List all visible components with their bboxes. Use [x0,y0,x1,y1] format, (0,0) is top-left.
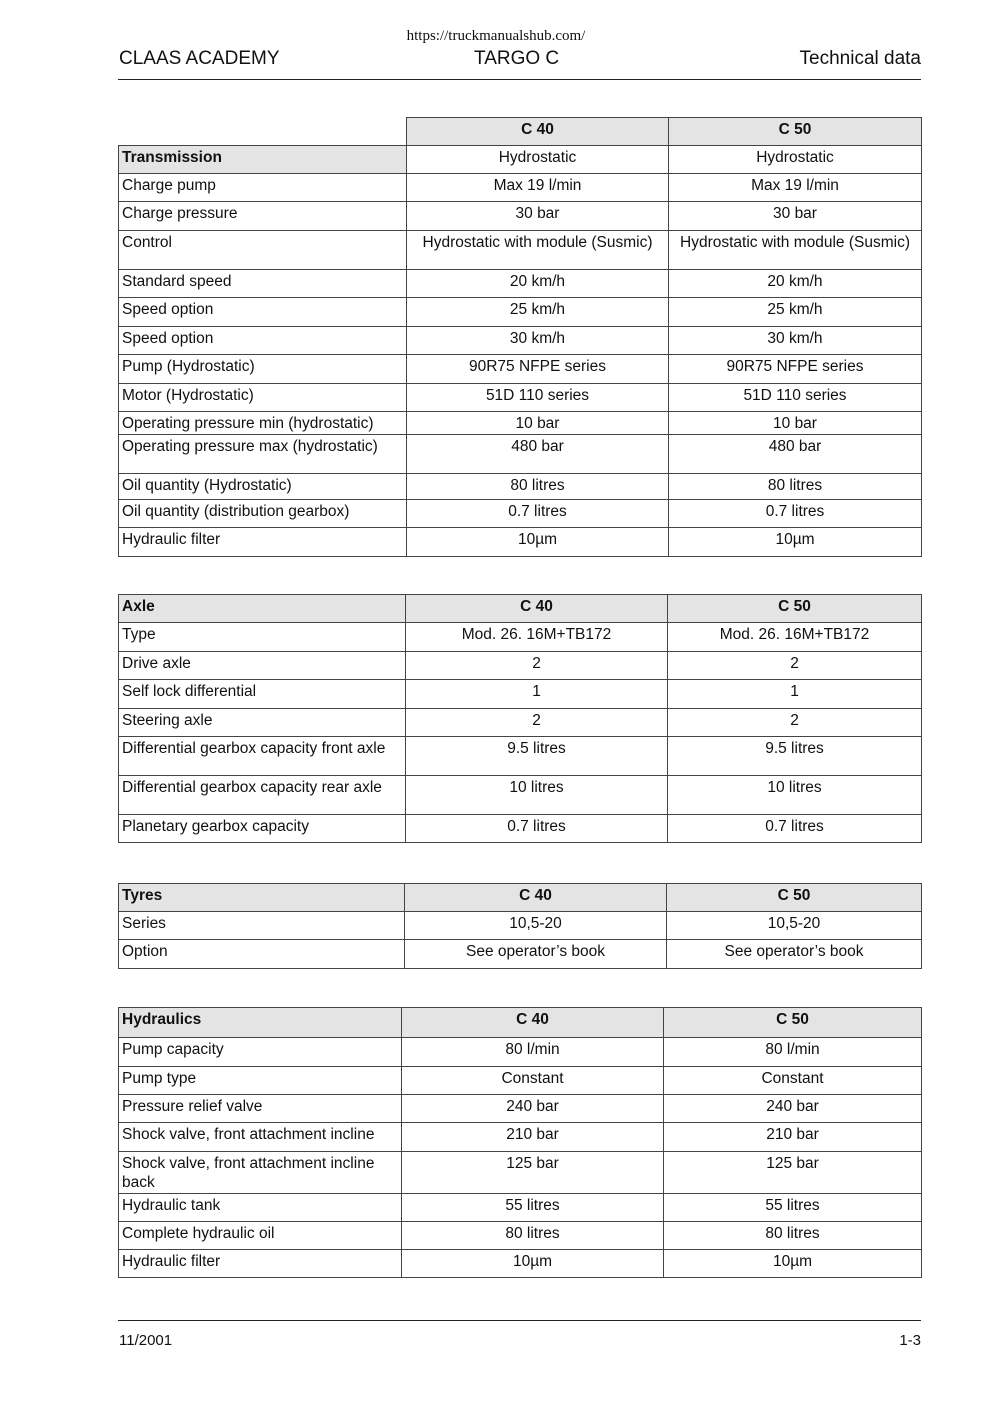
c40-value: 10 litres [406,776,668,815]
spec-label: Pump type [119,1067,402,1095]
section-title: Hydraulics [119,1008,402,1038]
table-row [119,355,922,384]
table-row [119,500,922,528]
table-row [119,912,922,940]
c40-value: 30 km/h [407,327,669,355]
table-row [119,680,922,709]
source-url[interactable]: https://truckmanualshub.com/ [406,28,586,44]
table-row [119,1152,922,1194]
table-row [119,1222,922,1250]
c50-value: 51D 110 series [669,384,922,412]
c50-value: 10,5-20 [667,912,922,940]
footer-rule [118,1320,921,1321]
table-row [119,528,922,557]
model-header: C 50 [664,1008,922,1038]
model-header: C 50 [668,595,922,623]
table-row [119,327,922,355]
hydraulics-table [118,1007,922,1278]
spec-label: Hydraulic filter [119,1250,402,1278]
c40-value: 1 [406,680,668,709]
spec-label: Charge pressure [119,202,407,231]
section-title: Tyres [119,884,405,912]
c50-value: 0.7 litres [669,500,922,528]
spec-label: Motor (Hydrostatic) [119,384,407,412]
c50-value: 30 bar [669,202,922,231]
c40-value: 0.7 litres [406,815,668,843]
c50-value: 2 [668,709,922,737]
c40-value: 480 bar [407,435,669,474]
model-header: C 50 [669,118,922,146]
c40-value: 20 km/h [407,270,669,298]
c50-value: 80 litres [664,1222,922,1250]
c40-value: 125 bar [402,1152,664,1194]
c40-value: 80 litres [402,1222,664,1250]
header-blank-cell [119,118,407,146]
spec-label: Shock valve, front attachment incline [119,1123,402,1152]
c50-value: Hydrostatic [669,146,922,174]
c50-value: Constant [664,1067,922,1095]
c50-value: 30 km/h [669,327,922,355]
table-row [119,412,922,435]
table-row [119,1095,922,1123]
spec-label: Speed option [119,327,407,355]
tyres-table [118,883,922,969]
table-row [119,940,922,969]
c50-value: 1 [668,680,922,709]
c40-value: 80 litres [407,474,669,500]
c50-value: 0.7 litres [668,815,922,843]
spec-label: Drive axle [119,652,406,680]
table-row [119,435,922,474]
hydraulics-header-row [119,1008,922,1038]
c50-value: 55 litres [664,1194,922,1222]
c50-value: Mod. 26. 16M+TB172 [668,623,922,652]
c40-value: 210 bar [402,1123,664,1152]
axle-header-row [119,595,922,623]
table-row [119,1250,922,1278]
c40-value: 10µm [402,1250,664,1278]
c50-value: 10 litres [668,776,922,815]
header-rule [118,79,921,80]
spec-label: Option [119,940,405,969]
table-row [119,623,922,652]
spec-label: Pressure relief valve [119,1095,402,1123]
c40-value: 240 bar [402,1095,664,1123]
c50-value: See operator’s book [667,940,922,969]
table-row [119,231,922,270]
table-row [119,1194,922,1222]
c40-value: See operator’s book [405,940,667,969]
spec-label: Complete hydraulic oil [119,1222,402,1250]
spec-label: Type [119,623,406,652]
spec-label: Shock valve, front attachment incline back [119,1152,402,1194]
transmission-table [118,117,922,557]
table-row [119,1123,922,1152]
footer-date: 11/2001 [119,1332,173,1349]
c40-value: 80 l/min [402,1038,664,1067]
c50-value: 10µm [669,528,922,557]
table-row [119,1067,922,1095]
axle-table [118,594,922,843]
table-row [119,146,922,174]
model-header: C 40 [405,884,667,912]
spec-label: Differential gearbox capacity rear axle [119,776,406,815]
c50-value: Max 19 l/min [669,174,922,202]
table-row [119,384,922,412]
spec-label: Hydraulic tank [119,1194,402,1222]
c40-value: 10µm [407,528,669,557]
header-section: Technical data [799,48,921,69]
c50-value: Hydrostatic with module (Susmic) [669,231,922,270]
model-header: C 40 [402,1008,664,1038]
c40-value: 55 litres [402,1194,664,1222]
c40-value: Constant [402,1067,664,1095]
c50-value: 125 bar [664,1152,922,1194]
c40-value: 2 [406,652,668,680]
c40-value: 9.5 litres [406,737,668,776]
c50-value: 240 bar [664,1095,922,1123]
model-header: C 40 [406,595,668,623]
spec-label: Pump (Hydrostatic) [119,355,407,384]
section-title: Axle [119,595,406,623]
table-row [119,202,922,231]
spec-label: Planetary gearbox capacity [119,815,406,843]
spec-label: Charge pump [119,174,407,202]
transmission-header-row [119,118,922,146]
c40-value: 90R75 NFPE series [407,355,669,384]
spec-label: Operating pressure max (hydrostatic) [119,435,407,474]
c40-value: 10 bar [407,412,669,435]
spec-label: Transmission [119,146,407,174]
c50-value: 90R75 NFPE series [669,355,922,384]
c40-value: Hydrostatic [407,146,669,174]
table-row [119,270,922,298]
spec-label: Differential gearbox capacity front axle [119,737,406,776]
header-model: TARGO C [474,48,560,69]
c50-value: 10 bar [669,412,922,435]
tyres-header-row [119,884,922,912]
c50-value: 480 bar [669,435,922,474]
table-row [119,474,922,500]
c40-value: 51D 110 series [407,384,669,412]
c40-value: Max 19 l/min [407,174,669,202]
c40-value: Hydrostatic with module (Susmic) [407,231,669,270]
table-row [119,298,922,327]
table-row [119,174,922,202]
spec-label: Hydraulic filter [119,528,407,557]
spec-label: Oil quantity (distribution gearbox) [119,500,407,528]
c50-value: 80 l/min [664,1038,922,1067]
table-row [119,737,922,776]
spec-label: Steering axle [119,709,406,737]
c40-value: 2 [406,709,668,737]
page-number: 1-3 [899,1332,921,1349]
c50-value: 9.5 litres [668,737,922,776]
table-row [119,709,922,737]
header-brand: CLAAS ACADEMY [119,48,280,69]
c40-value: 30 bar [407,202,669,231]
c40-value: Mod. 26. 16M+TB172 [406,623,668,652]
c40-value: 0.7 litres [407,500,669,528]
c50-value: 20 km/h [669,270,922,298]
table-row [119,776,922,815]
table-row [119,652,922,680]
table-row [119,1038,922,1067]
c40-value: 25 km/h [407,298,669,327]
spec-label: Series [119,912,405,940]
spec-label: Standard speed [119,270,407,298]
c40-value: 10,5-20 [405,912,667,940]
spec-label: Operating pressure min (hydrostatic) [119,412,407,435]
c50-value: 2 [668,652,922,680]
table-row [119,815,922,843]
c50-value: 210 bar [664,1123,922,1152]
spec-label: Pump capacity [119,1038,402,1067]
spec-label: Oil quantity (Hydrostatic) [119,474,407,500]
spec-label: Self lock differential [119,680,406,709]
c50-value: 25 km/h [669,298,922,327]
model-header: C 40 [407,118,669,146]
c50-value: 10µm [664,1250,922,1278]
spec-label: Control [119,231,407,270]
model-header: C 50 [667,884,922,912]
c50-value: 80 litres [669,474,922,500]
spec-label: Speed option [119,298,407,327]
